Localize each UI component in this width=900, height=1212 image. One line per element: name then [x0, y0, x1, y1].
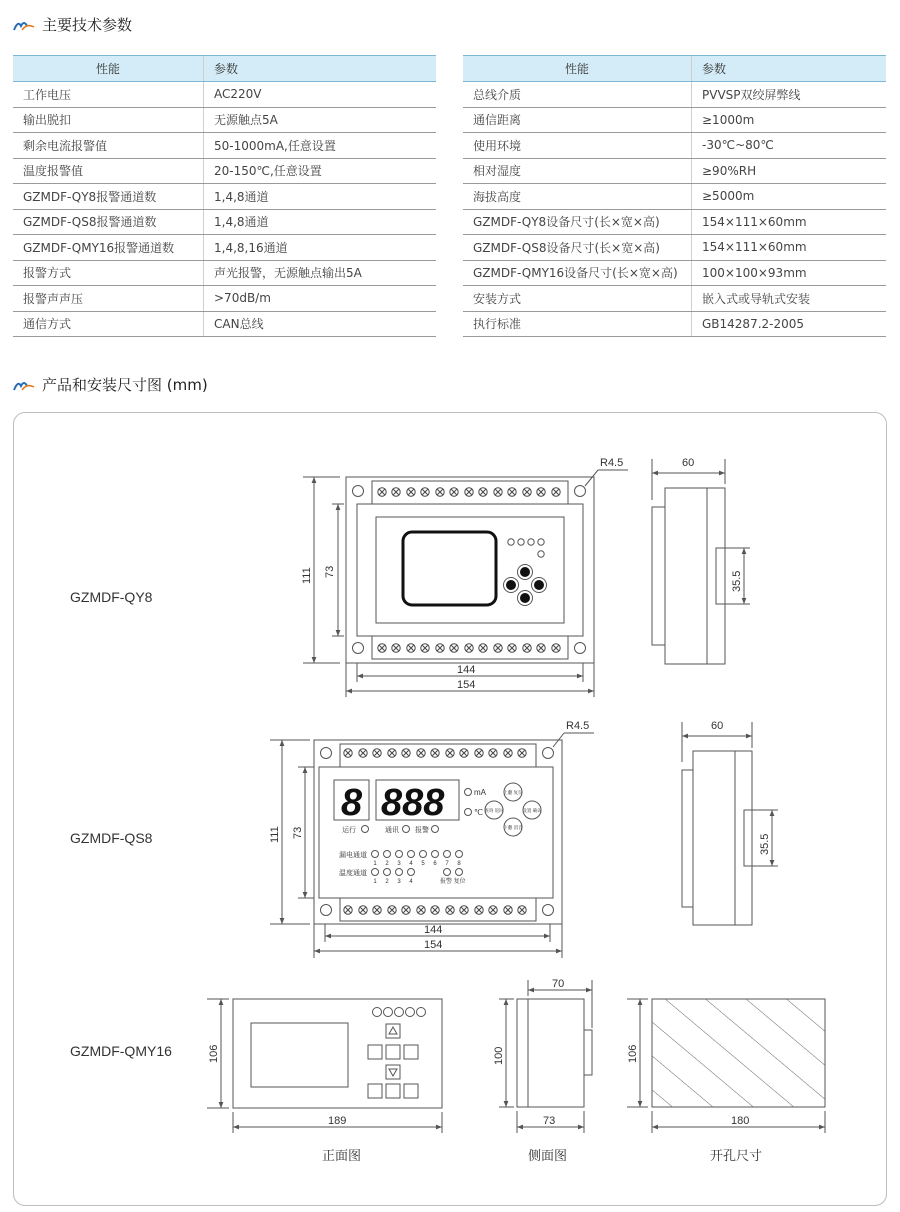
- table-cell: >70dB/m: [204, 286, 437, 312]
- table-cell: 输出脱扣: [13, 107, 204, 133]
- qy8-dim-h-outer: 111: [301, 567, 313, 584]
- table-cell: 安装方式: [463, 286, 692, 312]
- qmy16-cutout-hatch: [652, 999, 825, 1107]
- qmy16-dim-front-w: 189: [328, 1115, 347, 1127]
- qs8-lbl-alarm-reset: 报警 复位: [440, 879, 466, 885]
- table-cell: 154×111×60mm: [692, 209, 887, 235]
- svg-text:4: 4: [409, 879, 413, 885]
- qs8-corner-hole: [543, 748, 554, 759]
- table-header: 性能: [13, 56, 204, 82]
- qmy16-lcd: [251, 1023, 348, 1087]
- qs8-keypad: [484, 783, 542, 836]
- table-cell: 执行标准: [463, 311, 692, 337]
- qs8-unit-c: ℃: [474, 808, 483, 817]
- table-cell: 剩余电流报警值: [13, 133, 204, 159]
- qs8-lbl-alarm: 报警: [415, 827, 429, 834]
- table-cell: CAN总线: [204, 311, 437, 337]
- qs8-lbl-leak: 漏电通道: [339, 852, 367, 859]
- qs8-lbl-temp: 温度通道: [339, 870, 367, 877]
- table-cell: 工作电压: [13, 82, 204, 108]
- qs8-dim-r: R4.5: [566, 720, 590, 732]
- table-cell: 嵌入式或导轨式安装: [692, 286, 887, 312]
- table-cell: -30℃~80℃: [692, 133, 887, 159]
- qmy16-dim-side-w: 73: [543, 1115, 556, 1127]
- qmy16-caption-front: 正面图: [322, 1148, 362, 1163]
- qs8-side-view: [693, 751, 735, 925]
- qy8-keypad: [504, 565, 547, 606]
- table-cell: 1,4,8通道: [204, 184, 437, 210]
- svg-text:4: 4: [409, 861, 413, 867]
- table-cell: 使用环境: [463, 133, 692, 159]
- qs8-dim-w-outer: 154: [424, 939, 443, 951]
- table-cell: GZMDF-QMY16报警通道数: [13, 235, 204, 261]
- qy8-corner-hole: [575, 643, 586, 654]
- table-cell: GZMDF-QS8设备尺寸(长×宽×高): [463, 235, 692, 261]
- table-cell: 温度报警值: [13, 158, 204, 184]
- svg-text:6: 6: [433, 861, 437, 867]
- qy8-lcd-screen: [403, 532, 496, 605]
- svg-text:下翻 消音: 下翻 消音: [503, 825, 523, 830]
- table-cell: 100×100×93mm: [692, 260, 887, 286]
- qy8-terminals-top: [378, 488, 560, 496]
- table-cell: 总线介质: [463, 82, 692, 108]
- table-cell: ≥5000m: [692, 184, 887, 210]
- qy8-label: GZMDF-QY8: [70, 589, 153, 605]
- table-cell: 无源触点5A: [204, 107, 437, 133]
- qmy16-dim-front-h: 106: [208, 1044, 220, 1063]
- svg-text:5: 5: [421, 861, 425, 867]
- qs8-dim-depth: 60: [711, 720, 724, 732]
- qmy16-drawing: [70, 978, 825, 1163]
- qmy16-caption-side: 侧面图: [528, 1148, 568, 1163]
- qmy16-dim-hole-h: 106: [627, 1044, 639, 1063]
- table-cell: 154×111×60mm: [692, 235, 887, 261]
- qs8-corner-hole: [321, 905, 332, 916]
- svg-text:1: 1: [373, 879, 377, 885]
- qmy16-label: GZMDF-QMY16: [70, 1043, 172, 1059]
- qs8-corner-hole: [543, 905, 554, 916]
- qy8-side-view: [665, 488, 707, 664]
- qy8-dim-h-inner: 73: [324, 565, 336, 578]
- qy8-drawing: [70, 457, 750, 697]
- qmy16-front-view: [233, 999, 442, 1108]
- table-header: 参数: [204, 56, 437, 82]
- qmy16-dim-hole-w: 180: [731, 1115, 750, 1127]
- table-cell: PVVSP双绞屏弊线: [692, 82, 887, 108]
- table-cell: GB14287.2-2005: [692, 311, 887, 337]
- svg-text:2: 2: [385, 861, 389, 867]
- table-cell: 1,4,8,16通道: [204, 235, 437, 261]
- qy8-dim-depth: 60: [682, 457, 695, 469]
- table-cell: ≥1000m: [692, 107, 887, 133]
- qy8-dim-rail: 35.5: [731, 570, 743, 592]
- table-cell: 50-1000mA,任意设置: [204, 133, 437, 159]
- qy8-corner-hole: [353, 486, 364, 497]
- qs8-dim-h-inner: 73: [292, 826, 304, 839]
- qs8-lbl-run: 运行: [342, 827, 356, 834]
- qy8-terminals-bottom: [378, 644, 560, 652]
- qy8-dim-w-outer: 154: [457, 679, 476, 691]
- qs8-label: GZMDF-QS8: [70, 830, 153, 846]
- table-header: 参数: [692, 56, 887, 82]
- qy8-dim-w-inner: 144: [457, 664, 476, 676]
- table-cell: GZMDF-QS8报警通道数: [13, 209, 204, 235]
- svg-text:3: 3: [397, 861, 401, 867]
- svg-text:1: 1: [373, 861, 377, 867]
- table-cell: 通信方式: [13, 311, 204, 337]
- table-cell: 报警声声压: [13, 286, 204, 312]
- table-cell: GZMDF-QY8设备尺寸(长×宽×高): [463, 209, 692, 235]
- table-cell: ≥90%RH: [692, 158, 887, 184]
- qs8-lbl-comm: 通讯: [385, 827, 399, 834]
- qmy16-caption-hole: 开孔尺寸: [710, 1148, 763, 1163]
- qy8-corner-hole: [353, 643, 364, 654]
- qy8-dim-r: R4.5: [600, 457, 624, 469]
- table-cell: AC220V: [204, 82, 437, 108]
- qs8-dim-w-inner: 144: [424, 924, 443, 936]
- svg-text:7: 7: [445, 861, 449, 867]
- qs8-leak-numbers: [373, 861, 461, 867]
- table-cell: 声光报警，无源触点输出5A: [204, 260, 437, 286]
- qs8-terminals-bottom: [344, 906, 526, 914]
- qmy16-side-view: [517, 999, 528, 1107]
- qmy16-keypad: [368, 1024, 418, 1098]
- table-cell: 海拔高度: [463, 184, 692, 210]
- qmy16-dim-side-top: 70: [552, 978, 565, 990]
- qmy16-leds: [373, 1008, 426, 1017]
- qs8-terminals-top: [344, 749, 526, 757]
- table-cell: 20-150℃,任意设置: [204, 158, 437, 184]
- qs8-seg-digits: 888: [381, 782, 445, 824]
- qs8-corner-hole: [321, 748, 332, 759]
- qy8-indicator-leds: [508, 539, 544, 557]
- table-cell: GZMDF-QY8报警通道数: [13, 184, 204, 210]
- table-cell: 通信距离: [463, 107, 692, 133]
- table-cell: 相对湿度: [463, 158, 692, 184]
- svg-text:3: 3: [397, 879, 401, 885]
- table-header: 性能: [463, 56, 692, 82]
- svg-text:2: 2: [385, 879, 389, 885]
- table-cell: 报警方式: [13, 260, 204, 286]
- qy8-body: [346, 477, 594, 663]
- qy8-corner-hole: [575, 486, 586, 497]
- qs8-dim-h-outer: 111: [269, 826, 281, 843]
- qs8-temp-numbers: [373, 879, 413, 885]
- table-cell: 1,4,8通道: [204, 209, 437, 235]
- svg-text:上翻 复位: 上翻 复位: [503, 790, 523, 795]
- qs8-seg-single: 8: [341, 782, 363, 824]
- qs8-unit-ma: mA: [474, 788, 486, 797]
- table-cell: GZMDF-QMY16设备尺寸(长×宽×高): [463, 260, 692, 286]
- svg-text:查询 返回: 查询 返回: [484, 808, 504, 813]
- svg-text:8: 8: [457, 861, 461, 867]
- qs8-drawing: [70, 720, 778, 958]
- qs8-temp-leds: [372, 869, 463, 876]
- qs8-dim-rail: 35.5: [759, 833, 771, 855]
- section-title-text: 主要技术参数: [42, 16, 133, 34]
- qmy16-dim-side-h: 100: [493, 1046, 505, 1065]
- qy8-center-body: [357, 504, 583, 636]
- qs8-leak-leds: [372, 851, 463, 858]
- section-title-text: 产品和安装尺寸图 (mm): [42, 376, 208, 394]
- svg-text:设置 确认: 设置 确认: [522, 808, 542, 813]
